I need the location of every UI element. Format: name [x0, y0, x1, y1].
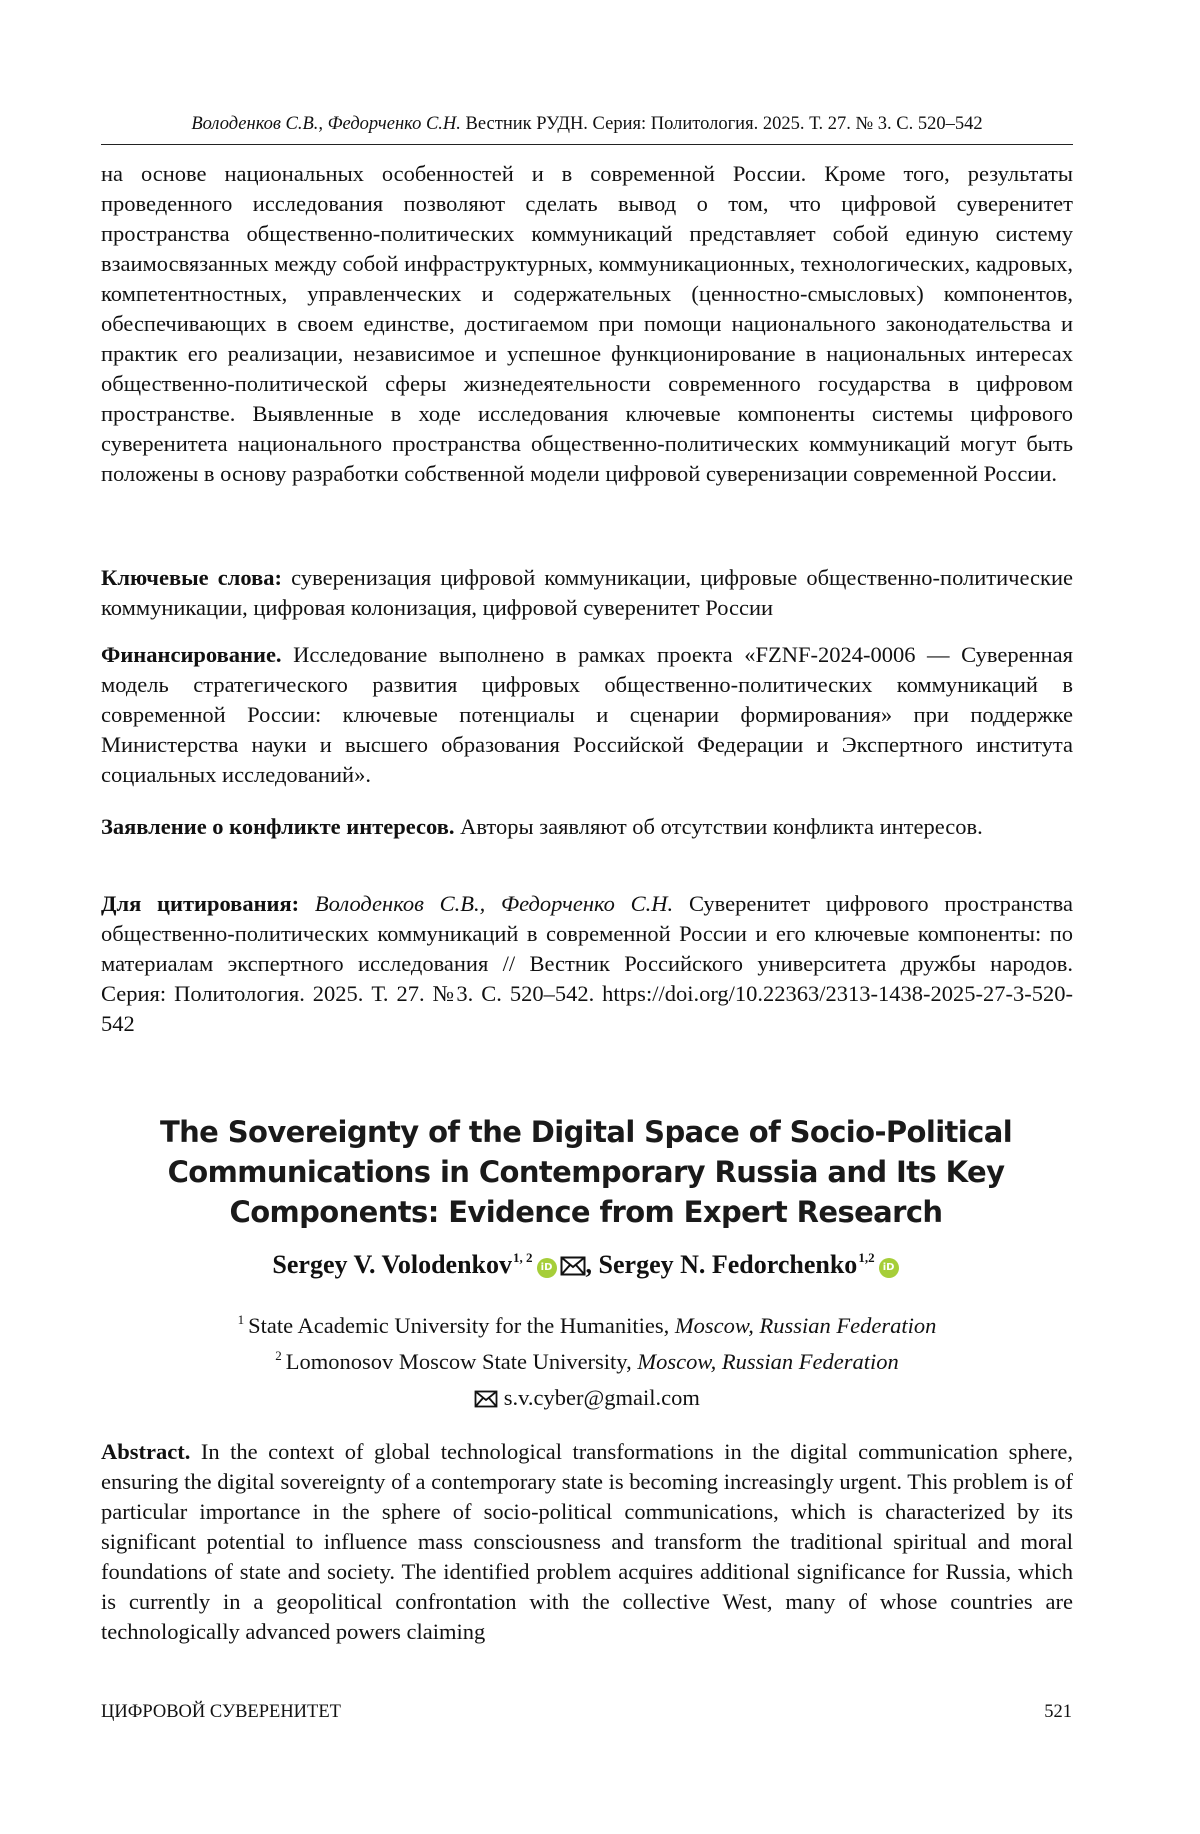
citation-text: Суверенитет цифрового пространства общественно-политических коммуникаций в современной России и его ключевые компоненты: по материалам экспертного исследования // Вестник Российского университета дружбы народов. Серия: Политология. 2025. Т. 27. №3. С. 520–542. https://doi.org/10.22363/2313-1438-2025-27-3-520-542 [101, 891, 1073, 1036]
envelope-icon[interactable] [560, 1253, 586, 1283]
header-authors: Володенков С.В., Федорченко С.Н. [191, 114, 461, 134]
citation-label: Для цитирования: [101, 891, 300, 916]
abstract-text: In the context of global technological transformations in the digital communication sphere, ensuring the digital sovereignty of a contemporary state is becoming increasingly urgent. This problem is of particular importance in the sphere of socio-political communications, which is characterized by its significant potential to influence mass consciousness and transform the traditional spiritual and moral foundations of state and society. The identified problem acquires additional significance for Russia, which is currently in a geopolitical confrontation with the collective West, many of whose countries are technologically advanced powers claiming [101, 1439, 1073, 1644]
english-authors [101, 1250, 1073, 1283]
correspondence-email [101, 1385, 1073, 1414]
orcid-icon[interactable]: iD [879, 1258, 899, 1278]
affiliation-place: Moscow, Russian Federation [637, 1349, 899, 1374]
author-2-affil: 1,2 [858, 1250, 875, 1265]
affiliation-org: State Academic University for the Humanities, [248, 1313, 675, 1338]
page-number: 521 [1044, 1702, 1072, 1722]
abstract-ru-continuation: на основе национальных особенностей и в современной России. Кроме того, результаты проведенного исследования позволяют сделать вывод о том, что цифровой суверенитет пространства общественно-политических коммуникаций представляет собой единую систему взаимосвязанных между собой инфраструктурных, коммуникационных, технологических, кадровых, компетентностных, управленческих и содержательных (ценностно-смысловых) компонентов, обеспечивающих в своем единстве, достигаемом при помощи национального законодательства и практик его реализации, независимое и успешное функционирование в национальных интересах общественно-политической сферы жизнедеятельности современного государства в цифровом пространстве. Выявленные в ходе исследования ключевые компоненты системы цифрового суверенитета национального пространства общественно-политических коммуникаций могут быть положены в основу разработки собственной модели цифровой суверенизации современной России. [101, 161, 1073, 486]
english-title: The Sovereignty of the Digital Space of Socio-Political Communications in Contemporary Russia and Its Key Components: Evidence from Expert Research [159, 1115, 1013, 1229]
affiliation-place: Moscow, Russian Federation [674, 1313, 937, 1338]
orcid-icon[interactable]: iD [537, 1258, 557, 1278]
english-abstract [101, 1437, 1073, 1647]
conflict-block [101, 812, 1073, 842]
citation-authors: Володенков С.В., Федорченко С.Н. [299, 891, 674, 916]
affiliation-2 [101, 1348, 1073, 1375]
abstract-label: Abstract. [101, 1439, 191, 1464]
author-1-name: Sergey V. Volodenkov [272, 1250, 513, 1279]
author-separator: , [585, 1250, 599, 1279]
conflict-text: Авторы заявляют об отсутствии конфликта интересов. [454, 814, 983, 839]
header-citation: Вестник РУДН. Серия: Политология. 2025. Т. 27. № 3. С. 520–542 [465, 114, 983, 134]
running-header [101, 114, 1073, 135]
author-1-affil: 1, 2 [513, 1250, 533, 1265]
author-2-name: Sergey N. Fedorchenko [598, 1250, 858, 1279]
conflict-label: Заявление о конфликте интересов. [101, 814, 455, 839]
citation-block [101, 889, 1073, 1039]
affiliation-org: Lomonosov Moscow State University, [285, 1349, 638, 1374]
keywords-text: суверенизация цифровой коммуникации, цифровые общественно-политические коммуникации, цифровая колонизация, цифровой суверенитет России [101, 565, 1073, 620]
affiliation-number: 1 [237, 1312, 245, 1327]
keywords-block [101, 563, 1073, 623]
funding-text: Исследование выполнено в рамках проекта «FZNF-2024-0006 — Суверенная модель стратегического развития цифровых общественно-политических коммуникаций в современной России: ключевые потенциалы и сценарии формирования» при поддержке Министерства науки и высшего образования Российской Федерации и Экспертного института социальных исследований». [101, 642, 1073, 787]
email-link[interactable]: s.v.cyber@gmail.com [503, 1385, 700, 1410]
funding-block [101, 640, 1073, 790]
keywords-label: Ключевые слова: [101, 565, 282, 590]
funding-label: Финансирование. [101, 642, 282, 667]
header-divider [101, 144, 1073, 145]
footer-section-title: ЦИФРОВОЙ СУВЕРЕНИТЕТ [101, 1702, 341, 1722]
envelope-icon [474, 1388, 498, 1414]
affiliation-1 [101, 1312, 1073, 1339]
affiliation-number: 2 [275, 1348, 282, 1363]
